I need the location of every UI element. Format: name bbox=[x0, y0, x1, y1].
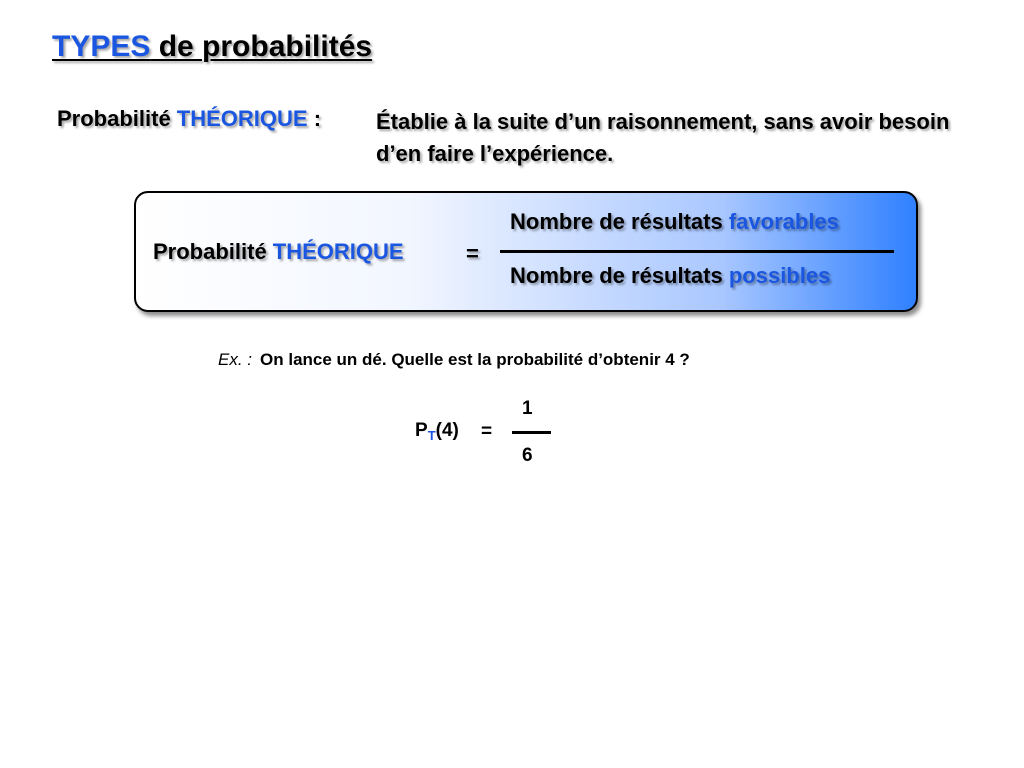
example-numerator: 1 bbox=[522, 398, 533, 419]
formula-label-prefix: Probabilité bbox=[153, 239, 273, 264]
probability-argument: (4) bbox=[435, 420, 459, 441]
formula-numerator-highlight: favorables bbox=[728, 209, 839, 234]
definition-text: Établie à la suite d’un raisonnement, sans avoir besoin d’en faire l’expérience. bbox=[376, 109, 950, 166]
example-label: Ex. : bbox=[218, 350, 253, 369]
formula-label bbox=[153, 239, 404, 265]
formula-denominator bbox=[510, 263, 830, 289]
probability-subscript: T bbox=[427, 428, 436, 443]
definition-label bbox=[57, 106, 321, 132]
example-fraction-bar bbox=[512, 431, 551, 434]
probability-expression bbox=[415, 420, 459, 443]
formula-fraction-bar bbox=[500, 250, 894, 253]
formula-denominator-prefix: Nombre de résultats bbox=[510, 263, 729, 288]
definition-label-prefix: Probabilité bbox=[57, 106, 177, 131]
definition-label-highlight: THÉORIQUE bbox=[176, 106, 308, 131]
definition-label-suffix: : bbox=[307, 106, 322, 131]
example-equals-sign: = bbox=[481, 421, 493, 442]
formula-label-highlight: THÉORIQUE bbox=[272, 239, 404, 264]
example-denominator: 6 bbox=[522, 445, 533, 466]
probability-symbol: P bbox=[415, 420, 428, 441]
formula-box bbox=[134, 191, 918, 312]
formula-equals-sign: = bbox=[466, 241, 479, 266]
example-line bbox=[218, 350, 690, 370]
title-rest: de probabilités bbox=[150, 30, 373, 63]
title-highlight: TYPES bbox=[52, 30, 151, 63]
page-title bbox=[52, 30, 372, 64]
formula-numerator bbox=[510, 209, 839, 235]
example-text: On lance un dé. Quelle est la probabilité d’obtenir 4 ? bbox=[260, 350, 690, 369]
formula-numerator-prefix: Nombre de résultats bbox=[510, 209, 729, 234]
formula-denominator-highlight: possibles bbox=[728, 263, 831, 288]
